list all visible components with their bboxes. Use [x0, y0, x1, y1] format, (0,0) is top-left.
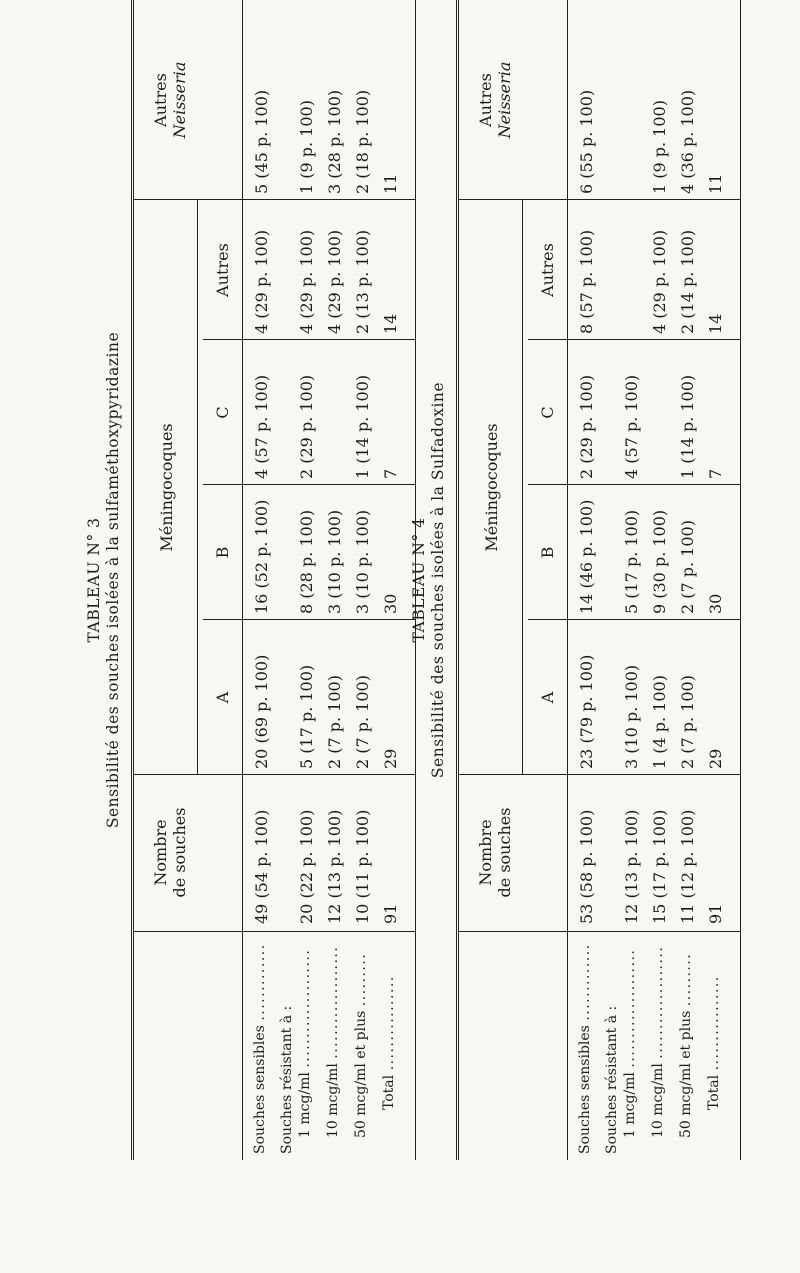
cell: 2 (18 p. 100)	[353, 89, 372, 194]
header-nombre-line2: de souches	[495, 807, 514, 898]
header-nombre	[151, 775, 189, 930]
row-label-total: Total ................	[706, 975, 722, 1110]
cell: 1 (9 p. 100)	[650, 100, 669, 194]
header-a: A	[538, 691, 557, 704]
cell: 8 (28 p. 100)	[297, 509, 316, 614]
header-nombre	[476, 775, 514, 930]
cell: 1 (9 p. 100)	[297, 100, 316, 194]
cell: 2 (29 p. 100)	[297, 374, 316, 479]
row-label-10mcg: 10 mcg/ml ...................	[650, 945, 666, 1138]
cell: 2 (7 p. 100)	[353, 675, 372, 769]
cell: 2 (13 p. 100)	[353, 229, 372, 334]
rule-b-col	[203, 484, 415, 485]
cell: 11	[381, 173, 400, 194]
cell: 1 (14 p. 100)	[678, 374, 697, 479]
cell: 3 (10 p. 100)	[325, 509, 344, 614]
rule-b-col	[528, 484, 740, 485]
header-b: B	[538, 546, 557, 559]
cell: 8 (57 p. 100)	[577, 229, 596, 334]
cell: 2 (7 p. 100)	[678, 675, 697, 769]
cell: 4 (57 p. 100)	[622, 374, 641, 479]
cell: 16 (52 p. 100)	[252, 499, 271, 614]
header-nombre-line1: Nombre	[151, 819, 170, 886]
cell: 12 (13 p. 100)	[325, 809, 344, 924]
row-label-total: Total ................	[381, 975, 397, 1110]
row-label-resistant: Souches résistant à :	[604, 1005, 620, 1154]
header-meningocoques: Méningocoques	[482, 423, 501, 552]
cell: 49 (54 p. 100)	[252, 809, 271, 924]
row-label-1mcg: 1 mcg/ml ....................	[622, 948, 638, 1138]
cell: 14 (46 p. 100)	[577, 499, 596, 614]
rule-header	[242, 0, 243, 1160]
row-label-resistant: Souches résistant à :	[279, 1005, 295, 1154]
cell: 4 (29 p. 100)	[297, 229, 316, 334]
header-nombre-line2: de souches	[170, 807, 189, 898]
cell: 7	[706, 468, 725, 479]
cell: 1 (4 p. 100)	[650, 675, 669, 769]
rule-meningo	[197, 200, 198, 775]
cell: 15 (17 p. 100)	[650, 809, 669, 924]
cell: 4 (57 p. 100)	[252, 374, 271, 479]
cell: 3 (28 p. 100)	[325, 89, 344, 194]
table-top-rule	[131, 0, 134, 1160]
header-autres-neisseria	[151, 0, 189, 200]
cell: 11	[706, 173, 725, 194]
cell: 3 (10 p. 100)	[622, 664, 641, 769]
header-c: C	[538, 406, 557, 419]
rule-label-col	[133, 931, 415, 932]
rule-header	[567, 0, 568, 1160]
cell: 5 (17 p. 100)	[622, 509, 641, 614]
cell: 9 (30 p. 100)	[650, 509, 669, 614]
row-label-10mcg: 10 mcg/ml ...................	[325, 945, 341, 1138]
cell: 53 (58 p. 100)	[577, 809, 596, 924]
header-b: B	[213, 546, 232, 559]
tableau-4	[410, 0, 725, 1160]
cell: 2 (7 p. 100)	[325, 675, 344, 769]
cell: 4 (29 p. 100)	[252, 229, 271, 334]
cell: 4 (29 p. 100)	[325, 229, 344, 334]
cell: 20 (22 p. 100)	[297, 809, 316, 924]
cell: 11 (12 p. 100)	[678, 809, 697, 924]
cell: 10 (11 p. 100)	[353, 809, 372, 924]
rule-meningo	[522, 200, 523, 775]
cell: 30	[706, 593, 725, 614]
table-title: TABLEAU N° 4	[410, 517, 428, 643]
row-label-50mcg: 50 mcg/ml et plus .........	[353, 952, 369, 1138]
row-label-sensibles: Souches sensibles .............	[577, 943, 593, 1154]
cell: 7	[381, 468, 400, 479]
header-nombre-line1: Nombre	[476, 819, 495, 886]
cell: 23 (79 p. 100)	[577, 654, 596, 769]
cell: 91	[381, 903, 400, 924]
table-title: TABLEAU N° 3	[85, 517, 103, 643]
cell: 14	[381, 313, 400, 334]
header-c: C	[213, 406, 232, 419]
cell: 4 (36 p. 100)	[678, 89, 697, 194]
cell: 4 (29 p. 100)	[650, 229, 669, 334]
header-meningocoques: Méningocoques	[157, 423, 176, 552]
row-label-50mcg: 50 mcg/ml et plus .........	[678, 952, 694, 1138]
cell: 6 (55 p. 100)	[577, 89, 596, 194]
header-autres: Autres	[213, 243, 232, 297]
row-label-1mcg: 1 mcg/ml ....................	[297, 948, 313, 1138]
header-autres-neisseria	[476, 0, 514, 200]
cell: 3 (10 p. 100)	[353, 509, 372, 614]
rule-a-col	[528, 619, 740, 620]
cell: 29	[706, 748, 725, 769]
cell: 2 (29 p. 100)	[577, 374, 596, 479]
header-autres-neisseria-line2: Neisseria	[495, 61, 514, 139]
rule-c-col	[528, 339, 740, 340]
table-top-rule	[456, 0, 459, 1160]
cell: 1 (14 p. 100)	[353, 374, 372, 479]
row-label-sensibles: Souches sensibles .............	[252, 943, 268, 1154]
header-autres-neisseria-line1: Autres	[151, 73, 170, 127]
rule-label-col	[458, 931, 740, 932]
cell: 5 (45 p. 100)	[252, 89, 271, 194]
cell: 29	[381, 748, 400, 769]
cell: 2 (7 p. 100)	[678, 520, 697, 614]
cell: 12 (13 p. 100)	[622, 809, 641, 924]
cell: 14	[706, 313, 725, 334]
table-subtitle: Sensibilité des souches isolées à la sulfaméthoxypyridazine	[104, 331, 122, 829]
cell: 30	[381, 593, 400, 614]
cell: 20 (69 p. 100)	[252, 654, 271, 769]
table-bottom-rule	[740, 0, 741, 1160]
rule-a-col	[203, 619, 415, 620]
tableau-3	[85, 0, 400, 1160]
header-autres-neisseria-line1: Autres	[476, 73, 495, 127]
table-subtitle: Sensibilité des souches isolées à la Sulfadoxine	[429, 381, 447, 779]
cell: 2 (14 p. 100)	[678, 229, 697, 334]
rule-c-col	[203, 339, 415, 340]
header-autres-neisseria-line2: Neisseria	[170, 61, 189, 139]
header-autres: Autres	[538, 243, 557, 297]
cell: 91	[706, 903, 725, 924]
cell: 5 (17 p. 100)	[297, 664, 316, 769]
header-a: A	[213, 691, 232, 704]
